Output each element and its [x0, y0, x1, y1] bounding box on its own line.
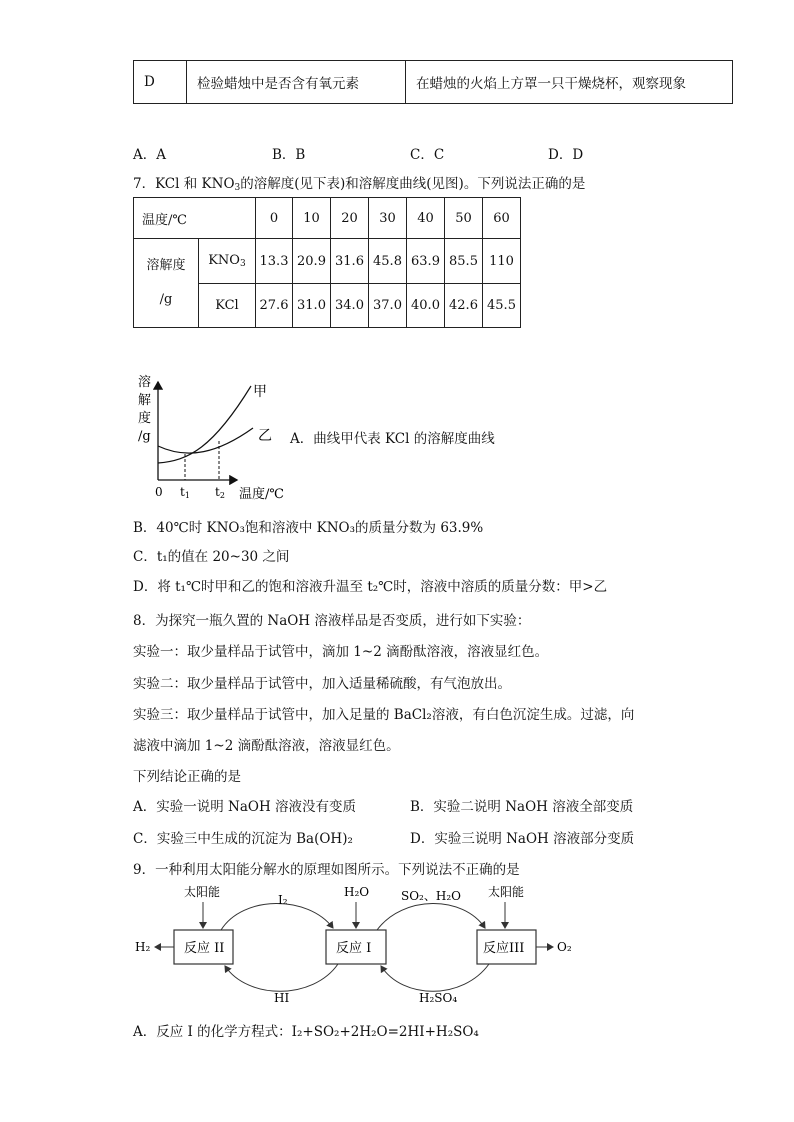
temp-header: 温度/℃	[134, 198, 256, 239]
kno3-cell: 85.5	[445, 239, 483, 284]
y-label-4: /g	[138, 429, 151, 444]
reaction-1-label: 反应 I	[336, 941, 372, 956]
q8-option-d: D．实验三说明 NaOH 溶液部分变质	[410, 831, 635, 847]
kcl-label: KCl	[198, 284, 255, 328]
i2-arc	[221, 903, 333, 930]
q7-stem: 7．KCl 和 $KNO_3$的溶解度(见下表)和溶解度曲线(见图)。下列说法正确的是	[133, 176, 586, 193]
t2-label: t2	[215, 485, 225, 500]
q9-stem: 9．一种利用太阳能分解水的原理如图所示。下列说法不正确的是	[133, 862, 520, 878]
kno3-label: $KNO_3$	[198, 239, 255, 284]
q8-stem: 8．为探究一瓶久置的 NaOH 溶液样品是否变质，进行如下实验：	[133, 613, 531, 629]
h2so4-label: H₂SO₄	[419, 991, 458, 1005]
kno3-cell: 13.3	[256, 239, 293, 284]
row-label: D	[134, 61, 187, 104]
q9-option-a: A．反应 I 的化学方程式：I₂+SO₂+2H₂O=2HI+H₂SO₄	[133, 1024, 479, 1040]
x-axis-label: 温度/℃	[239, 487, 284, 502]
temp-cell: 40	[407, 198, 445, 239]
q8-option-c: C．实验三中生成的沉淀为 Ba(OH)₂	[133, 831, 353, 847]
kcl-cell: 45.5	[483, 284, 521, 328]
q8-experiment-2: 实验二：取少量样品于试管中，加入适量稀硫酸，有气泡放出。	[133, 676, 511, 692]
kno3-cell: 63.9	[407, 239, 445, 284]
hi-arc	[225, 964, 338, 991]
so2-h2o-label: SO₂、H₂O	[401, 889, 461, 903]
q7-option-b: B．40℃时 KNO₃饱和溶液中 KNO₃的质量分数为 63.9%	[133, 520, 484, 536]
q8-experiment-1: 实验一：取少量样品于试管中，滴加 1~2 滴酚酞溶液，溶液显红色。	[133, 644, 549, 660]
temp-cell: 0	[256, 198, 293, 239]
origin-label: 0	[155, 485, 163, 499]
reaction-2-label: 反应 II	[184, 941, 225, 956]
row-method: 在蜡烛的火焰上方罩一只干燥烧杯，观察现象	[406, 61, 733, 104]
h2o-input-label: H₂O	[344, 885, 370, 899]
solubility-curve-graph	[133, 368, 298, 504]
experiment-table-row-d	[133, 60, 733, 104]
row-purpose: 检验蜡烛中是否含有氧元素	[187, 61, 406, 104]
curve-label-yi: 乙	[258, 428, 272, 444]
y-label-3: 度	[138, 411, 152, 426]
solubility-label: 溶解度 /g	[134, 239, 199, 328]
o2-label: O₂	[557, 940, 572, 954]
temp-cell: 10	[293, 198, 331, 239]
y-label-2: 解	[138, 393, 152, 408]
curve-label-jia: 甲	[253, 384, 267, 400]
kcl-cell: 40.0	[407, 284, 445, 328]
temp-cell: 20	[331, 198, 369, 239]
kno3-cell: 31.6	[331, 239, 369, 284]
q7-option-d: D．将 t₁℃时甲和乙的饱和溶液升温至 t₂℃时，溶液中溶质的质量分数：甲>乙	[133, 579, 608, 595]
q8-experiment-3b: 滤液中滴加 1~2 滴酚酞溶液，溶液显红色。	[133, 738, 400, 754]
so2-h2o-arc	[377, 903, 485, 930]
h2-label: H₂	[135, 940, 151, 954]
curve-yi	[158, 428, 253, 453]
t1-label: t1	[180, 485, 190, 500]
hi-label: HI	[274, 991, 290, 1005]
q8-experiment-3a: 实验三：取少量样品于试管中，加入足量的 BaCl₂溶液，有白色沉淀生成。过滤，向	[133, 707, 635, 723]
reaction-3-label: 反应III	[483, 941, 525, 956]
h2so4-arc	[381, 964, 489, 991]
q6-option-c: C．C	[410, 147, 445, 163]
solar-label-right: 太阳能	[488, 885, 525, 899]
q7-option-a: A．曲线甲代表 KCl 的溶解度曲线	[290, 431, 495, 447]
temp-cell: 50	[445, 198, 483, 239]
kcl-cell: 27.6	[256, 284, 293, 328]
i2-label: I₂	[278, 893, 288, 907]
solar-label-left: 太阳能	[184, 885, 221, 899]
solar-water-splitting-diagram	[133, 880, 593, 1010]
q8-option-b: B．实验二说明 NaOH 溶液全部变质	[410, 799, 634, 815]
kcl-cell: 31.0	[293, 284, 331, 328]
solubility-table	[133, 197, 521, 328]
y-label-1: 溶	[138, 375, 152, 390]
kno3-cell: 45.8	[369, 239, 407, 284]
kcl-cell: 34.0	[331, 284, 369, 328]
q6-option-b: B．B	[272, 147, 306, 163]
q8-option-a: A．实验一说明 NaOH 溶液没有变质	[133, 799, 357, 815]
q7-option-c: C．t₁的值在 20~30 之间	[133, 549, 290, 565]
kcl-cell: 42.6	[445, 284, 483, 328]
kno3-cell: 20.9	[293, 239, 331, 284]
temp-cell: 30	[369, 198, 407, 239]
q8-question: 下列结论正确的是	[133, 769, 241, 785]
kcl-cell: 37.0	[369, 284, 407, 328]
q6-option-d: D．D	[548, 147, 584, 163]
kno3-cell: 110	[483, 239, 521, 284]
temp-cell: 60	[483, 198, 521, 239]
q6-option-a: A．A	[133, 147, 166, 163]
